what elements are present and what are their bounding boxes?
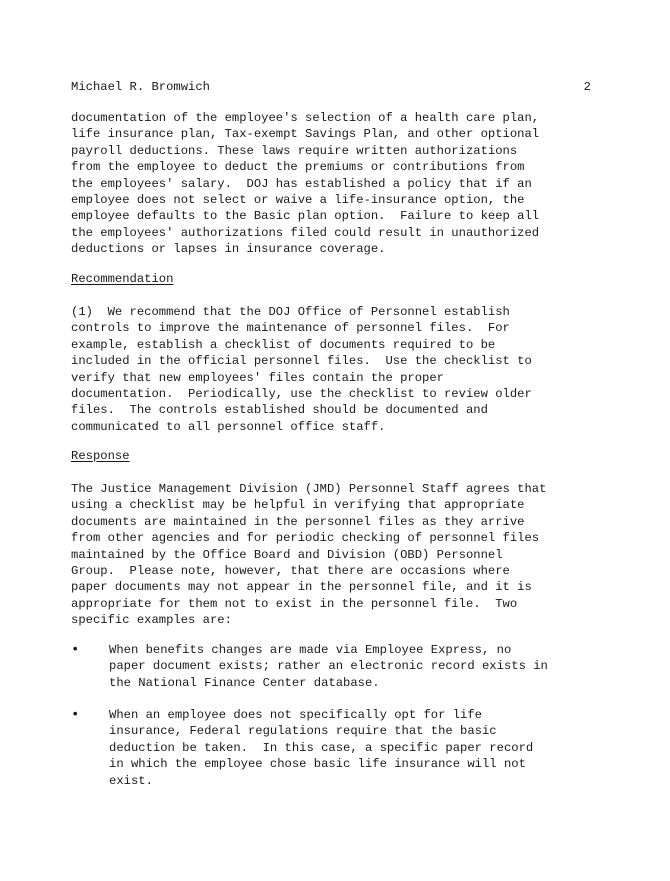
response-heading: Response [71, 449, 130, 463]
bullet-line: When benefits changes are made via Employee Express, no [109, 643, 512, 657]
paragraph-line: paper documents may not appear in the personnel file, and it is [71, 580, 532, 595]
paragraph-line: files. The controls established should be documented and [71, 403, 488, 418]
recommendation-heading: Recommendation [71, 272, 174, 286]
paragraph-line: from other agencies and for periodic checking of personnel files [71, 531, 540, 546]
bullet-line: exist. [109, 773, 153, 788]
page-number: 2 [583, 80, 591, 94]
bullet-icon: • [71, 707, 80, 723]
paragraph-line: controls to improve the maintenance of personnel files. For [71, 321, 510, 336]
paragraph-line: Group. Please note, however, that there are occasions where [71, 563, 510, 578]
paragraph-line: using a checklist may be helpful in verifying that appropriate [71, 498, 525, 513]
bullet-line: paper document exists; rather an electronic record exists in [109, 659, 548, 674]
bullet-icon: • [71, 642, 80, 658]
paragraph-line: the employees' salary. DOJ has established a policy that if an [71, 176, 532, 191]
paragraph-line: life insurance plan, Tax-exempt Savings Plan, and other optional [71, 127, 540, 142]
paragraph-line: The Justice Management Division (JMD) Personnel Staff agrees that [71, 482, 547, 496]
bullet-line: deduction be taken. In this case, a specific paper record [109, 740, 534, 755]
paragraph-line: (1) We recommend that the DOJ Office of Personnel establish [71, 305, 510, 319]
paragraph-line: appropriate for them not to exist in the personnel file. Two [71, 596, 518, 611]
paragraph-line: deductions or lapses in insurance coverage. [71, 242, 386, 257]
paragraph-line: documents are maintained in the personnel files as they arrive [71, 514, 525, 529]
bullet-line: insurance, Federal regulations require that the basic [109, 724, 497, 739]
intro-paragraph [71, 110, 601, 258]
paragraph-line: included in the official personnel files. Use the checklist to [71, 354, 532, 369]
response-paragraph [71, 481, 601, 629]
paragraph-line: documentation. Periodically, use the checklist to review older [71, 386, 532, 401]
page-header [71, 79, 591, 96]
paragraph-line: verify that new employees' files contain the proper [71, 370, 444, 385]
paragraph-line: example, establish a checklist of documents required to be [71, 337, 496, 352]
paragraph-line: maintained by the Office Board and Division (OBD) Personnel [71, 547, 503, 562]
paragraph-line: employee defaults to the Basic plan option. Failure to keep all [71, 209, 540, 224]
bullet-text [109, 707, 599, 789]
paragraph-line: communicated to all personnel office staff. [71, 419, 386, 434]
bullet-text [109, 642, 599, 691]
bullet-line: When an employee does not specifically opt for life [109, 708, 482, 722]
header-author: Michael R. Bromwich [71, 80, 210, 94]
bullet-line: the National Finance Center database. [109, 675, 380, 690]
paragraph-line: from the employee to deduct the premiums or contributions from [71, 160, 525, 175]
paragraph-line: specific examples are: [71, 613, 232, 628]
paragraph-line: documentation of the employee's selection of a health care plan, [71, 111, 540, 125]
recommendation-paragraph [71, 304, 601, 435]
paragraph-line: employee does not select or waive a life-insurance option, the [71, 192, 525, 207]
paragraph-line: payroll deductions. These laws require written authorizations [71, 143, 518, 158]
paragraph-line: the employees' authorizations filed could result in unauthorized [71, 225, 540, 240]
bullet-line: in which the employee chose basic life insurance will not [109, 757, 526, 772]
